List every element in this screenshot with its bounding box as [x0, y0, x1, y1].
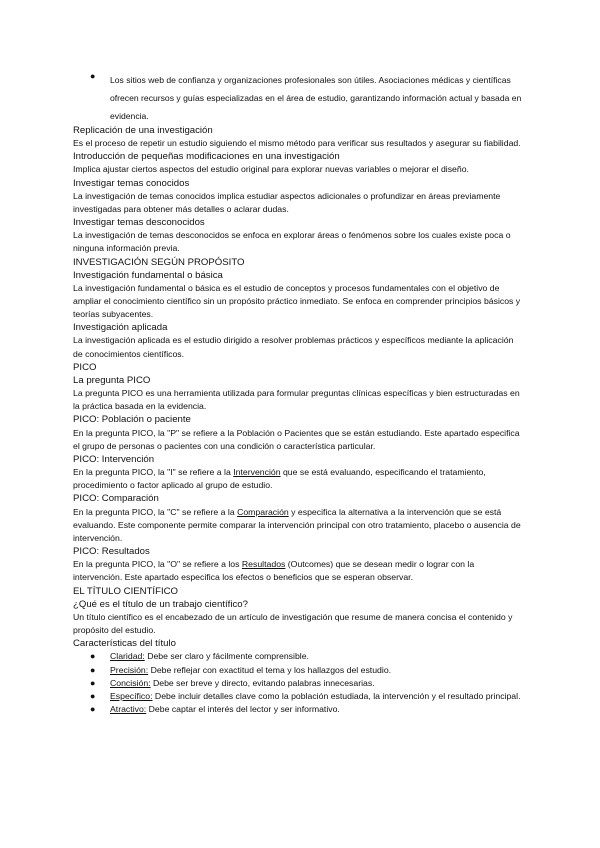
heading-fundamental: Investigación fundamental o básica — [73, 269, 223, 281]
body-pico-comparacion — [73, 506, 525, 546]
document-content — [73, 70, 525, 716]
term-especifico: Específico: — [110, 690, 153, 701]
heading-caracteristicas: Características del título — [73, 638, 176, 650]
list-item — [90, 664, 525, 677]
characteristic-text: Debe reflejar con exactitud el tema y los hallazgos del estudio. — [148, 664, 392, 675]
list-item — [90, 650, 525, 663]
text-segment: (Outcomes) que se desean medir o lograr con la intervención. Este apartado especifica los efectos o beneficios que se esperan observar. — [73, 559, 475, 583]
heading-pico-resultados: PICO: Resultados — [73, 546, 150, 558]
list-item — [90, 703, 525, 716]
intro-list — [73, 70, 525, 124]
body-temas-conocidos: La investigación de temas conocidos implica estudiar aspectos adicionales o profundizar en áreas previamente investigadas para obtener más detalles o aclarar dudas. — [73, 190, 501, 214]
heading-modificaciones: Introducción de pequeñas modificaciones en una investigación — [73, 151, 340, 163]
heading-pico: PICO — [73, 361, 97, 373]
list-item — [90, 690, 525, 703]
term-claridad: Claridad: — [110, 651, 145, 662]
body-temas-desconocidos: La investigación de temas desconocidos se enfoca en explorar áreas o fenómenos sobre los cuales existe poca o ninguna información previa. — [73, 230, 511, 254]
characteristic-text: Debe incluir detalles clave como la población estudiada, la intervención y el resultado principal. — [152, 690, 521, 701]
body-fundamental: La investigación fundamental o básica es el estudio de conceptos y procesos fundamentales con el objetivo de ampliar el conocimiento científico sin un propósito práctico inmediato. Se enfoca en comprender principios básicos y teorías subyacentes. — [73, 282, 521, 320]
text-segment: En la pregunta PICO, la "O" se refiere a los — [73, 559, 242, 570]
body-que-es-titulo: Un título científico es el encabezado de un artículo de investigación que resume de manera concisa el contenido y propósito del estudio. — [73, 611, 513, 636]
heading-que-es-titulo: ¿Qué es el título de un trabajo científico? — [73, 598, 248, 610]
term-resultados: Resultados — [241, 559, 286, 570]
bullet-icon: ● — [90, 71, 96, 81]
intro-bullet-text: Los sitios web de confianza y organizaciones profesionales son útiles. Asociaciones médicas y científicas ofrecen recursos y guías especializadas en el área de estudio, garantizando información actual y basada en evidencia. — [110, 75, 522, 121]
list-item — [90, 70, 525, 124]
heading-temas-desconocidos: Investigar temas desconocidos — [73, 217, 205, 229]
characteristics-list — [73, 650, 525, 716]
characteristic-text: Debe ser breve y directo, evitando palabras innecesarias. — [150, 677, 375, 688]
body-replicacion: Es el proceso de repetir un estudio siguiendo el mismo método para verificar sus resultados y asegurar su fiabilidad. — [73, 138, 521, 149]
body-pico-poblacion: En la pregunta PICO, la "P" se refiere a la Población o Pacientes que se están estudiando. Este apartado especifica el grupo de personas o pacientes con una condición o característica particular. — [73, 427, 520, 451]
heading-pico-poblacion: PICO: Población o paciente — [73, 414, 191, 426]
list-item — [90, 677, 525, 690]
heading-titulo-cientifico: EL TÍTULO CIENTÍFICO — [73, 585, 179, 597]
term-atractivo: Atractivo: — [110, 704, 147, 715]
bullet-icon: ● — [90, 651, 96, 662]
characteristic-text: Debe ser claro y fácilmente comprensible. — [144, 651, 309, 662]
body-pico-intervencion — [73, 466, 525, 492]
term-comparacion: Comparación — [237, 506, 289, 517]
bullet-icon: ● — [90, 690, 96, 701]
body-pico-resultados — [73, 558, 525, 584]
term-precision: Precisión: — [110, 664, 149, 675]
body-pregunta-pico: La pregunta PICO es una herramienta utilizada para formular preguntas clínicas específicas y bien estructuradas en la práctica basada en la evidencia. — [73, 388, 520, 412]
term-intervencion: Intervención — [233, 467, 281, 478]
text-segment: que se está evaluando, especificando el tratamiento, procedimiento o factor aplicado al grupo de estudio. — [73, 467, 486, 491]
term-concision: Concisión: — [110, 677, 151, 688]
bullet-icon: ● — [90, 704, 96, 715]
heading-pico-intervencion: PICO: Intervención — [73, 453, 155, 465]
body-modificaciones: Implica ajustar ciertos aspectos del estudio original para explorar nuevas variables o mejorar el diseño. — [73, 164, 469, 175]
characteristic-text: Debe captar el interés del lector y ser informativo. — [146, 704, 340, 715]
bullet-icon: ● — [90, 677, 96, 688]
heading-pico-comparacion: PICO: Comparación — [73, 493, 159, 505]
heading-temas-conocidos: Investigar temas conocidos — [73, 177, 190, 189]
body-aplicada: La investigación aplicada es el estudio dirigido a resolver problemas prácticos y específicos mediante la aplicación de conocimientos científicos. — [73, 335, 514, 359]
text-segment: En la pregunta PICO, la "C" se refiere a la — [73, 506, 238, 517]
text-segment: y especifica la alternativa a la intervención que se está evaluando. Este componente permite comparar la intervención principal con otro tratamiento, placebo o ausencia de intervención. — [73, 506, 521, 543]
text-segment: En la pregunta PICO, la "I" se refiere a la — [73, 467, 234, 478]
heading-segun-proposito: INVESTIGACIÓN SEGÚN PROPÓSITO — [73, 256, 245, 268]
heading-aplicada: Investigación aplicada — [73, 322, 168, 334]
bullet-icon: ● — [90, 664, 96, 675]
heading-replicacion: Replicación de una investigación — [73, 125, 213, 136]
heading-pregunta-pico: La pregunta PICO — [73, 374, 151, 386]
